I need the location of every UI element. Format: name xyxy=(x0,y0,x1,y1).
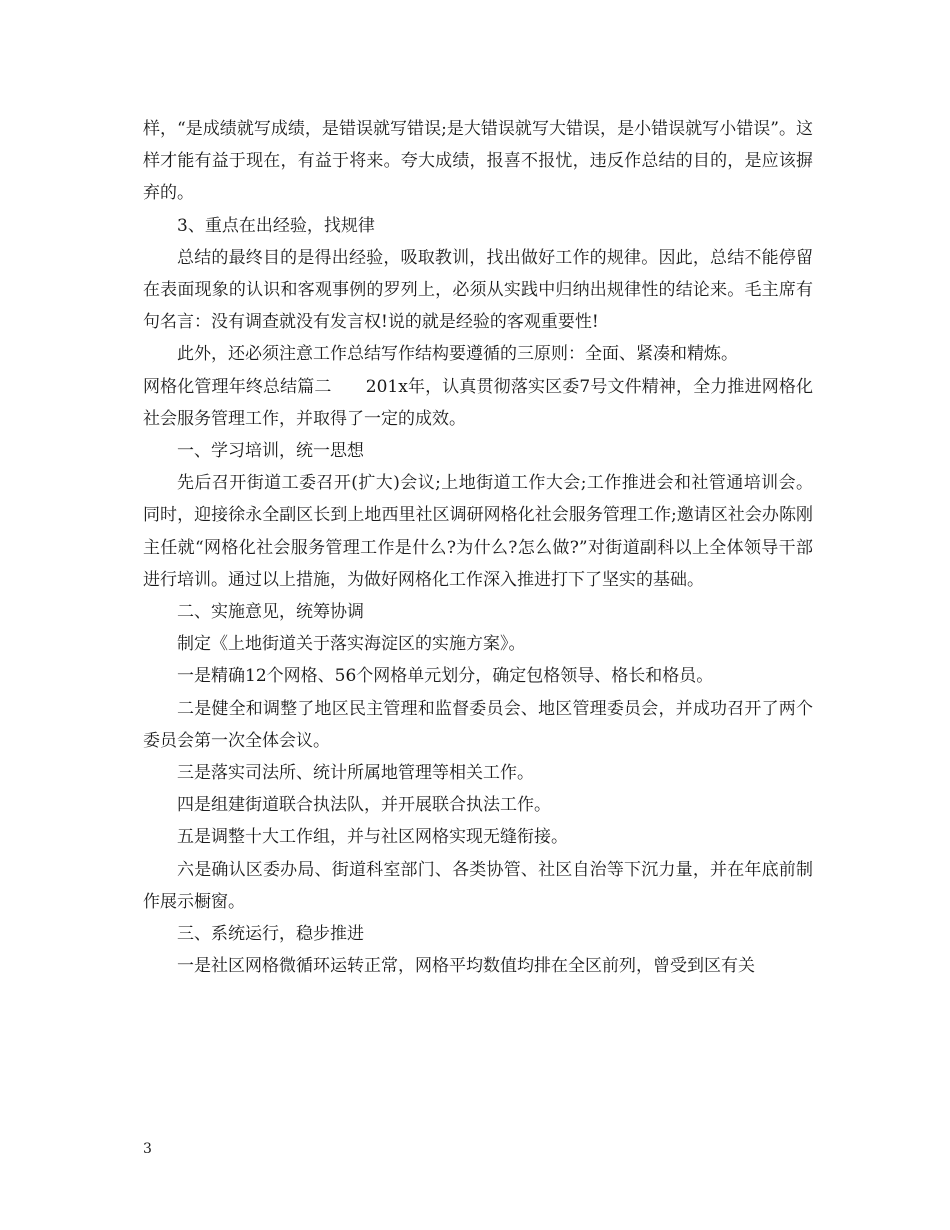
list-item-2: 二是健全和调整了地区民主管理和监督委员会、地区管理委员会，并成功召开了两个委员会第一次全体会议。 xyxy=(143,698,813,751)
paragraph-5: 制定《上地街道关于落实海淀区的实施方案》。 xyxy=(177,634,526,655)
article-title-paragraph: 网格化管理年终总结篇二 201x年，认真贯彻落实区委7号文件精神，全力推进网格化社会服务管理工作，并取得了一定的成效。 xyxy=(143,376,813,429)
section-heading-2: 二、实施意见，统筹协调 xyxy=(177,602,364,623)
section-heading-1: 一、学习培训，统一思想 xyxy=(177,441,364,462)
section-heading-3: 3、重点在出经验，找规律 xyxy=(177,215,375,236)
paragraph-3: 此外，还必须注意工作总结写作结构要遵循的三原则：全面、紧凑和精炼。 xyxy=(177,344,738,365)
page-number: 3 xyxy=(143,1141,152,1157)
list-item-3: 三是落实司法所、统计所属地管理等相关工作。 xyxy=(177,763,534,784)
paragraph-4: 先后召开街道工委召开(扩大)会议;上地街道工作大会;工作推进会和社管通培训会。同时，迎接徐永全副区长到上地西里社区调研网格化社会服务管理工作;邀请区社会办陈刚主任就“网格化社会服务管理工作是什么?为什么?怎么做?”对街道副科以上全体领导干部进行培训。通过以上措施，为做好网格化工作深入推进打下了坚实的基础。 xyxy=(143,473,813,590)
section-heading-4: 三、系统运行，稳步推进 xyxy=(177,924,364,945)
paragraph-2: 总结的最终目的是得出经验，吸取教训，找出做好工作的规律。因此，总结不能停留在表面现象的认识和客观事例的罗列上，必须从实践中归纳出规律性的结论来。毛主席有句名言：没有调查就没有发言权!说的就是经验的客观重要性! xyxy=(143,247,813,333)
list-item-4: 四是组建街道联合执法队，并开展联合执法工作。 xyxy=(177,795,551,816)
list-item-1: 一是精确12个网格、56个网格单元划分，确定包格领导、格长和格员。 xyxy=(177,666,714,687)
list-item-6: 六是确认区委办局、街道科室部门、各类协管、社区自治等下沉力量，并在年底前制作展示橱窗。 xyxy=(143,859,813,912)
list-item-5: 五是调整十大工作组，并与社区网格实现无缝衔接。 xyxy=(177,827,568,848)
document-body xyxy=(143,113,813,982)
paragraph-6: 一是社区网格微循环运转正常，网格平均数值均排在全区前列，曾受到区有关 xyxy=(177,956,755,977)
paragraph-1: 样，“是成绩就写成绩，是错误就写错误;是大错误就写大错误，是小错误就写小错误”。这样才能有益于现在，有益于将来。夸大成绩，报喜不报忧，违反作总结的目的，是应该摒弃的。 xyxy=(143,119,813,204)
